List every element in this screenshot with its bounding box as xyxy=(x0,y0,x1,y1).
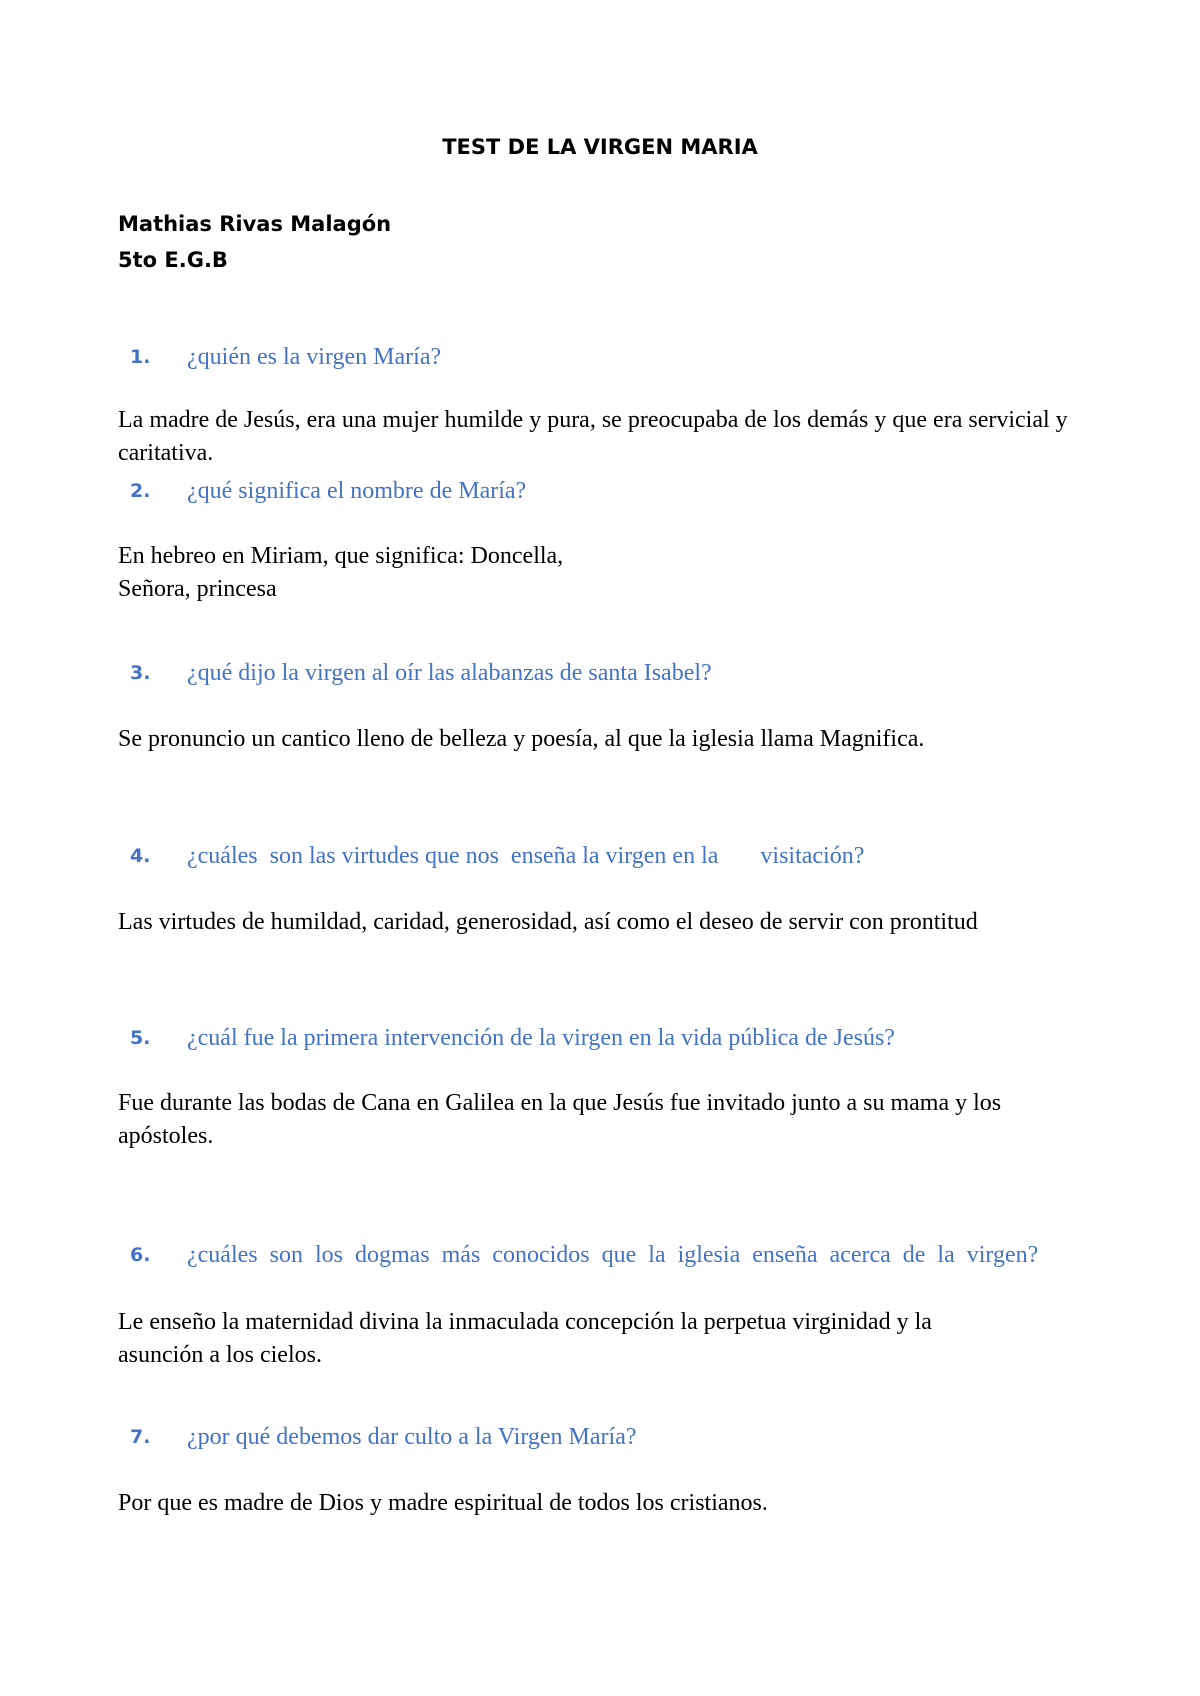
question-number: 4. xyxy=(130,845,151,867)
question-number: 5. xyxy=(130,1027,151,1049)
question-3 xyxy=(130,656,1080,690)
question-text: ¿cuáles son las virtudes que nos enseña la virgen en la visitación? xyxy=(187,843,865,869)
author-name: Mathias Rivas Malagón xyxy=(118,212,392,236)
question-number: 1. xyxy=(130,346,151,368)
question-2 xyxy=(130,474,1080,508)
answer-2 xyxy=(118,540,1098,606)
answer-3: Se pronuncio un cantico lleno de belleza y poesía, al que la iglesia llama Magnifica. xyxy=(118,726,925,752)
question-text: ¿por qué debemos dar culto a la Virgen María? xyxy=(187,1424,637,1450)
question-text: ¿cuáles son los dogmas más conocidos que la iglesia enseña acerca de la virgen? xyxy=(187,1242,1039,1268)
answer-4: Las virtudes de humildad, caridad, generosidad, así como el deseo de servir con prontitud xyxy=(118,909,978,935)
question-text: ¿qué dijo la virgen al oír las alabanzas de santa Isabel? xyxy=(187,660,712,686)
question-text: ¿qué significa el nombre de María? xyxy=(187,478,527,504)
question-1 xyxy=(130,340,1080,374)
question-number: 2. xyxy=(130,480,151,502)
question-4 xyxy=(130,839,1080,873)
answer-6: Le enseño la maternidad divina la inmaculada concepción la perpetua virginidad y la asunción a los cielos. xyxy=(118,1309,932,1368)
author-block xyxy=(118,206,391,278)
question-6 xyxy=(130,1238,1050,1272)
question-7 xyxy=(130,1420,1080,1454)
answer-1: La madre de Jesús, era una mujer humilde y pura, se preocupaba de los demás y que era servicial y caritativa. xyxy=(118,407,1068,466)
answer-line: Señora, princesa xyxy=(118,576,277,602)
question-number: 3. xyxy=(130,662,151,684)
author-grade: 5to E.G.B xyxy=(118,248,228,272)
answer-5: Fue durante las bodas de Cana en Galilea en la que Jesús fue invitado junto a su mama y los apóstoles. xyxy=(118,1090,1002,1149)
question-number: 7. xyxy=(130,1426,151,1448)
question-text: ¿cuál fue la primera intervención de la virgen en la vida pública de Jesús? xyxy=(187,1025,895,1051)
answer-7: Por que es madre de Dios y madre espiritual de todos los cristianos. xyxy=(118,1490,768,1516)
question-number: 6. xyxy=(130,1244,151,1266)
question-text: ¿quién es la virgen María? xyxy=(187,344,442,370)
answer-line: En hebreo en Miriam, que significa: Doncella, xyxy=(118,543,564,569)
question-5 xyxy=(130,1021,1080,1055)
document-title: TEST DE LA VIRGEN MARIA xyxy=(442,135,758,159)
